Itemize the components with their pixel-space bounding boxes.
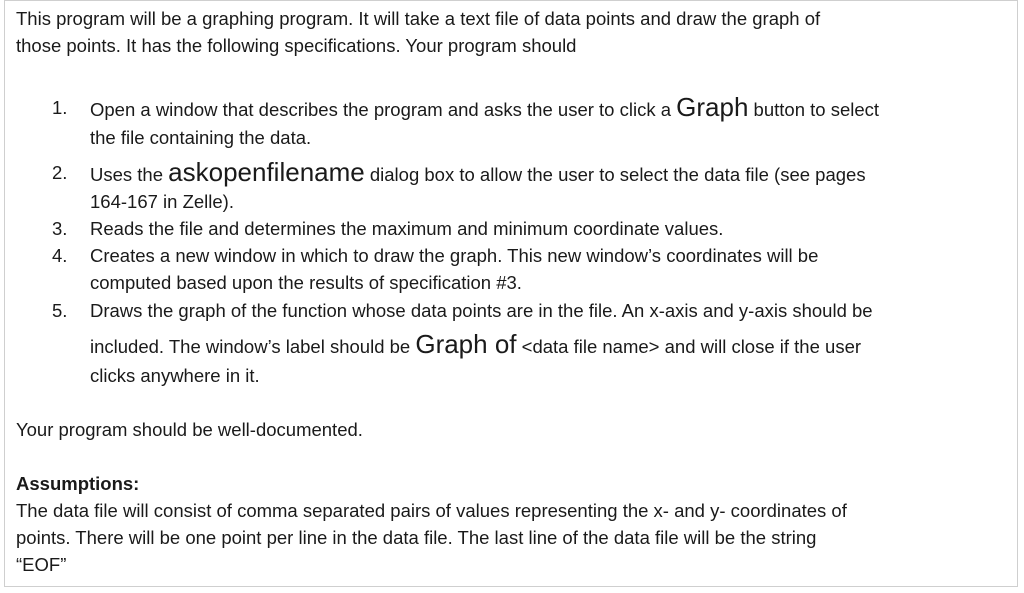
spec-text: Creates a new window in which to draw the graph. This new window’s coordinates will be xyxy=(90,245,819,266)
spec-text-part: included. The window’s label should be xyxy=(90,336,416,357)
spec-text xyxy=(90,159,866,188)
spec-number: 4. xyxy=(52,245,68,266)
spec-text: Reads the file and determines the maximum and minimum coordinate values. xyxy=(90,218,724,239)
spec-item-5 xyxy=(52,297,873,324)
assumptions-line-3: “EOF” xyxy=(16,554,67,575)
spec-item-2 xyxy=(52,157,866,187)
spec-text-part: button to select xyxy=(748,99,880,120)
spec-number: 5. xyxy=(52,300,68,321)
spec-text-part: Open a window that describes the program and asks the user to click a xyxy=(90,99,677,120)
spec-number: 3. xyxy=(52,218,68,239)
spec-number: 1. xyxy=(52,97,68,118)
intro-line-1: This program will be a graphing program. It will take a text file of data points and draw the graph of xyxy=(16,8,821,29)
spec-number: 2. xyxy=(52,162,68,183)
spec-text-part: Uses the xyxy=(90,164,169,185)
spec-text xyxy=(90,94,879,123)
spec-item-1 xyxy=(52,92,880,122)
spec-item-4-line-2: computed based upon the results of specification #3. xyxy=(90,272,522,293)
assumptions-heading: Assumptions: xyxy=(16,473,140,494)
spec-item-2-line-2: 164-167 in Zelle). xyxy=(90,191,234,212)
assumptions-line-2: points. There will be one point per line in the data file. The last line of the data file will be the string xyxy=(16,527,817,548)
spec-item-1-line-2: the file containing the data. xyxy=(90,127,312,148)
spec-text: Draws the graph of the function whose data points are in the file. An x-axis and y-axis should be xyxy=(90,300,873,321)
spec-item-5-line-3: clicks anywhere in it. xyxy=(90,365,260,386)
assumptions-line-1: The data file will consist of comma separated pairs of values representing the x- and y- coordinates of xyxy=(16,500,847,521)
intro-line-2: those points. It has the following specifications. Your program should xyxy=(16,35,577,56)
spec-item-5-line-2 xyxy=(90,331,861,360)
spec-item-4 xyxy=(52,242,819,269)
spec-item-3 xyxy=(52,215,724,242)
spec-text-part: dialog box to allow the user to select the data file (see pages xyxy=(364,164,866,185)
spec-emphasis: Graph of xyxy=(415,329,517,359)
spec-emphasis: Graph xyxy=(676,92,749,122)
documentation-note: Your program should be well-documented. xyxy=(16,419,363,440)
spec-text-part: <data file name> and will close if the user xyxy=(516,336,862,357)
spec-emphasis: askopenfilename xyxy=(168,157,365,187)
